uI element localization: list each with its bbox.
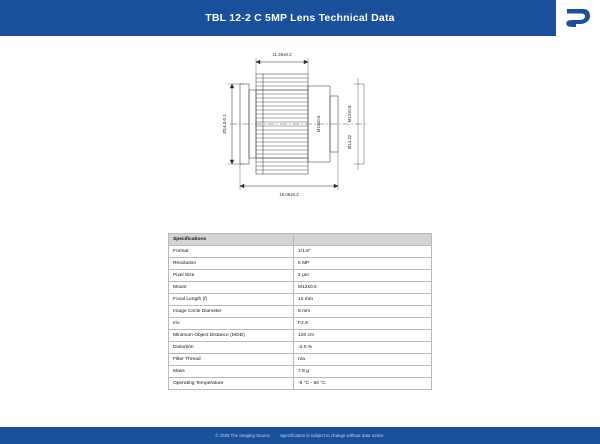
spec-label: Mass: [169, 366, 294, 378]
dimension-right-1: M12x0.5: [316, 115, 321, 133]
table-row: [169, 294, 432, 306]
page-title: TBL 12-2 C 5MP Lens Technical Data: [205, 12, 395, 24]
spec-label: Image Circle Diameter: [169, 306, 294, 318]
spec-value: F2.8: [294, 318, 432, 330]
specifications-table: [168, 233, 432, 390]
spec-value: 12 mm: [294, 294, 432, 306]
spec-label: Focal Length (f): [169, 294, 294, 306]
spec-value: 9 mm: [294, 306, 432, 318]
table-row: [169, 366, 432, 378]
spec-label: Resolution: [169, 258, 294, 270]
table-row: [169, 378, 432, 390]
table-row: [169, 330, 432, 342]
spec-label: Iris: [169, 318, 294, 330]
table-header-row: [169, 234, 432, 246]
dimension-bottom: 18.05±0.2: [279, 192, 299, 197]
spec-label: Filter Thread: [169, 354, 294, 366]
spec-value: 5 MP: [294, 258, 432, 270]
spec-value: 120 cm: [294, 330, 432, 342]
dimension-left-diameter: Ø14.3-0.1: [222, 114, 227, 134]
spec-value: 1/1.8": [294, 246, 432, 258]
table-row: [169, 342, 432, 354]
footer-note: Specification is subject to change without data notice.: [280, 433, 385, 438]
spec-value: M12x0.5: [294, 282, 432, 294]
dimension-top: 11.39±0.2: [272, 52, 292, 57]
spec-label: Pixel Size: [169, 270, 294, 282]
spec-value: -2.0 %: [294, 342, 432, 354]
spec-value: 7.8 g: [294, 366, 432, 378]
specifications-title: Specifications: [169, 234, 294, 246]
dimension-right-2: M12x0.5: [347, 105, 352, 123]
table-row: [169, 246, 432, 258]
spec-label: Distortion: [169, 342, 294, 354]
spec-label: Mount: [169, 282, 294, 294]
page-header: [0, 0, 600, 36]
table-row: [169, 282, 432, 294]
page-footer: [0, 427, 600, 444]
dimension-right-3: Ø14.22: [347, 134, 352, 150]
table-row: [169, 258, 432, 270]
specifications-title-blank: [294, 234, 432, 246]
lens-technical-drawing: [168, 44, 436, 204]
table-row: [169, 270, 432, 282]
company-logo-icon: [563, 6, 593, 30]
spec-label: Minimum Object Distance (MOD): [169, 330, 294, 342]
spec-value: -5 °C - 50 °C: [294, 378, 432, 390]
table-row: [169, 306, 432, 318]
spec-value: n/a: [294, 354, 432, 366]
spec-label: Format: [169, 246, 294, 258]
table-row: [169, 318, 432, 330]
spec-label: Operating Temperature: [169, 378, 294, 390]
footer-copyright: © 2020 The Imaging Source: [215, 433, 271, 438]
table-row: [169, 354, 432, 366]
spec-value: 2 µm: [294, 270, 432, 282]
company-logo: [556, 0, 600, 36]
